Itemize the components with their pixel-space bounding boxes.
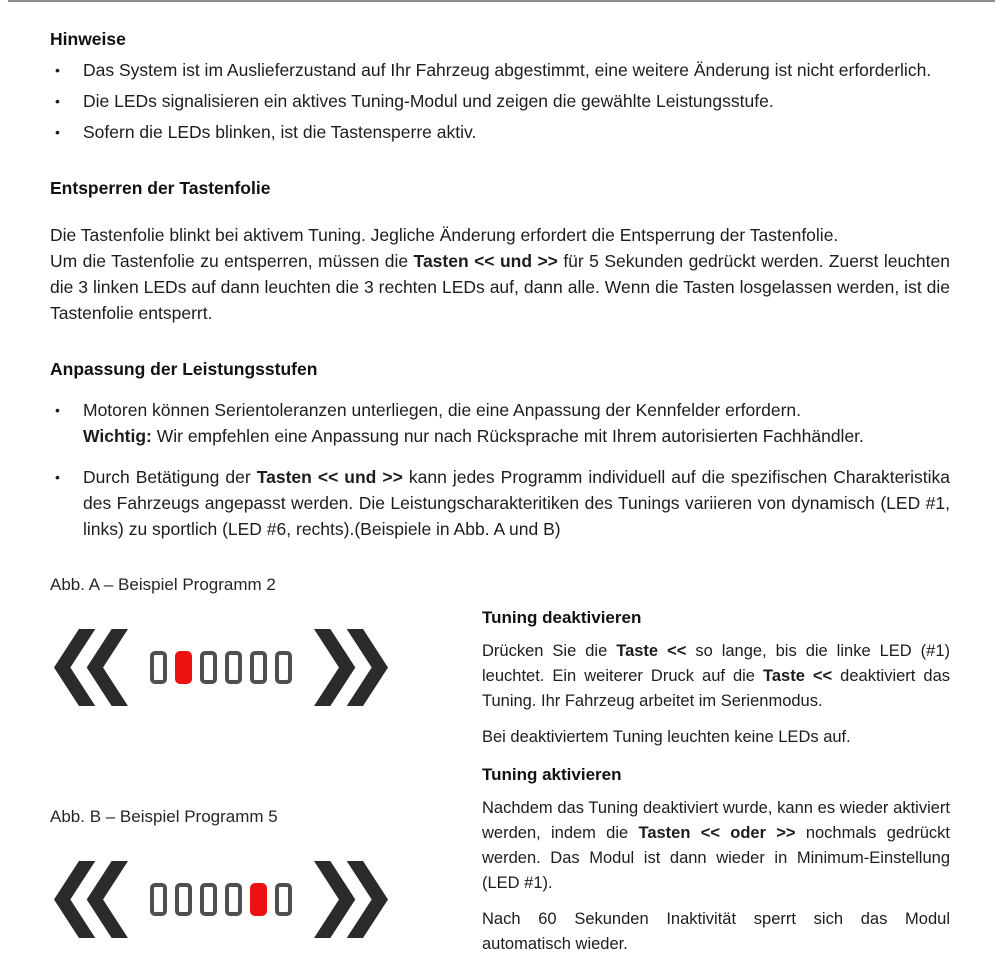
- paragraph-text: Motoren können Serientoleranzen unterliegen, die eine Anpassung der Kennfelder erfordern.: [83, 400, 801, 420]
- paragraph-text: Wir empfehlen eine Anpassung nur nach Rücksprache mit Ihrem autorisierten Fachhändler.: [151, 426, 864, 446]
- bold-key-text: Taste <<: [763, 667, 833, 685]
- paragraph-text: deaktiviert das Tuning. Ihr Fahrzeug arbeitet im Serienmodus.: [482, 667, 950, 710]
- bold-keys-text: Tasten << und >>: [413, 251, 558, 271]
- bullet-text: Das System ist im Auslieferzustand auf Ihr Fahrzeug abgestimmt, eine weitere Änderung ist nicht erforderlich.: [83, 60, 932, 80]
- section-heading-entsperren: Entsperren der Tastenfolie: [50, 178, 271, 198]
- paragraph-text: Durch Betätigung der: [83, 467, 257, 487]
- instructions-column: [482, 607, 950, 957]
- figure-and-instructions-region: [50, 574, 950, 957]
- entsperren-paragraph: [50, 222, 950, 326]
- activate-paragraph: [482, 796, 950, 896]
- bullet-icon: •: [55, 124, 60, 140]
- paragraph-text: kann jedes Programm individuell auf die spezifischen Charakteristika des Fahrzeugs angepasst werden. Die Leistungscharakteritiken des Tunings variieren von dynamisch (LED #1, links) zu sportlich (LED #6, rechts).(Beispiele in Abb. A und B): [83, 467, 951, 539]
- led-indicator: [225, 651, 242, 684]
- paragraph-text: Drücken Sie die: [482, 642, 617, 660]
- figure-a-label: Abb. A – Beispiel Programm 2: [50, 575, 276, 594]
- list-item: [50, 464, 950, 542]
- led-indicator: [150, 883, 167, 916]
- deactivate-note: Bei deaktiviertem Tuning leuchten keine LEDs auf.: [482, 728, 851, 746]
- figures-column: [50, 574, 482, 957]
- list-item: [50, 57, 950, 83]
- bullet-text: Sofern die LEDs blinken, ist die Tastensperre aktiv.: [83, 122, 477, 142]
- bullet-icon: •: [55, 62, 60, 78]
- list-item: [50, 119, 950, 145]
- lock-timeout-note: Nach 60 Sekunden Inaktivität sperrt sich das Modul automatisch wieder.: [482, 910, 950, 953]
- deactivate-paragraph: [482, 639, 950, 714]
- bold-keys-text: Tasten << und >>: [256, 467, 403, 487]
- chevron-left-icon: [54, 629, 128, 706]
- paragraph-text: nochmals gedrückt werden. Das Modul ist dann wieder in Minimum-Einstellung (LED #1).: [482, 824, 950, 892]
- led-indicator: [200, 651, 217, 684]
- chevron-right-icon: [314, 629, 388, 706]
- hinweise-bullet-list: [50, 57, 950, 145]
- bullet-icon: •: [55, 469, 60, 485]
- list-item: [50, 397, 950, 449]
- section-heading-hinweise: Hinweise: [50, 29, 126, 49]
- led-indicator-lit: [175, 651, 192, 684]
- led-indicator: [250, 651, 267, 684]
- paragraph-text: Die Tastenfolie blinkt bei aktivem Tuning. Jegliche Änderung erfordert die Entsperrung der Tastenfolie.: [50, 225, 839, 245]
- led-row: [150, 883, 292, 916]
- led-indicator: [200, 883, 217, 916]
- led-indicator: [275, 883, 292, 916]
- led-row: [150, 651, 292, 684]
- bold-wichtig-text: Wichtig:: [83, 426, 152, 446]
- bullet-text: [83, 464, 950, 542]
- bold-key-text: Taste <<: [616, 642, 687, 660]
- chevron-left-icon: [54, 861, 128, 938]
- led-indicator: [225, 883, 242, 916]
- bullet-icon: •: [55, 402, 60, 418]
- led-indicator: [275, 651, 292, 684]
- figure-b-label: Abb. B – Beispiel Programm 5: [50, 807, 278, 826]
- led-module-figure-a: [54, 629, 482, 706]
- led-indicator: [150, 651, 167, 684]
- bullet-text: Die LEDs signalisieren ein aktives Tuning-Modul und zeigen die gewählte Leistungsstufe.: [83, 91, 774, 111]
- bold-keys-text: Tasten << oder >>: [638, 824, 796, 842]
- paragraph-text: Nachdem das Tuning deaktiviert wurde, kann es wieder aktiviert werden, indem die: [482, 799, 950, 842]
- paragraph-text: Um die Tastenfolie zu entsperren, müssen die: [50, 251, 414, 271]
- chevron-right-icon: [314, 861, 388, 938]
- paragraph-text: so lange, bis die linke LED (#1) leuchtet. Ein weiterer Druck auf die: [482, 642, 950, 685]
- bullet-icon: •: [55, 93, 60, 109]
- led-indicator-lit: [250, 883, 267, 916]
- paragraph-text: für 5 Sekunden gedrückt werden. Zuerst leuchten die 3 linken LEDs auf dann leuchten die 3 rechten LEDs auf, dann alle. Wenn die Tasten losgelassen werden, ist die Tastenfolie entsperrt.: [50, 251, 950, 323]
- anpassung-bullet-1: [50, 397, 950, 449]
- page-top-border: [8, 0, 995, 2]
- led-module-figure-b: [54, 861, 482, 938]
- heading-tuning-aktivieren: Tuning aktivieren: [482, 765, 622, 784]
- section-heading-anpassung: Anpassung der Leistungsstufen: [50, 359, 318, 379]
- led-indicator: [175, 883, 192, 916]
- bullet-text: [83, 397, 950, 449]
- heading-tuning-deaktivieren: Tuning deaktivieren: [482, 608, 642, 627]
- anpassung-bullet-2: [50, 464, 950, 542]
- list-item: [50, 88, 950, 114]
